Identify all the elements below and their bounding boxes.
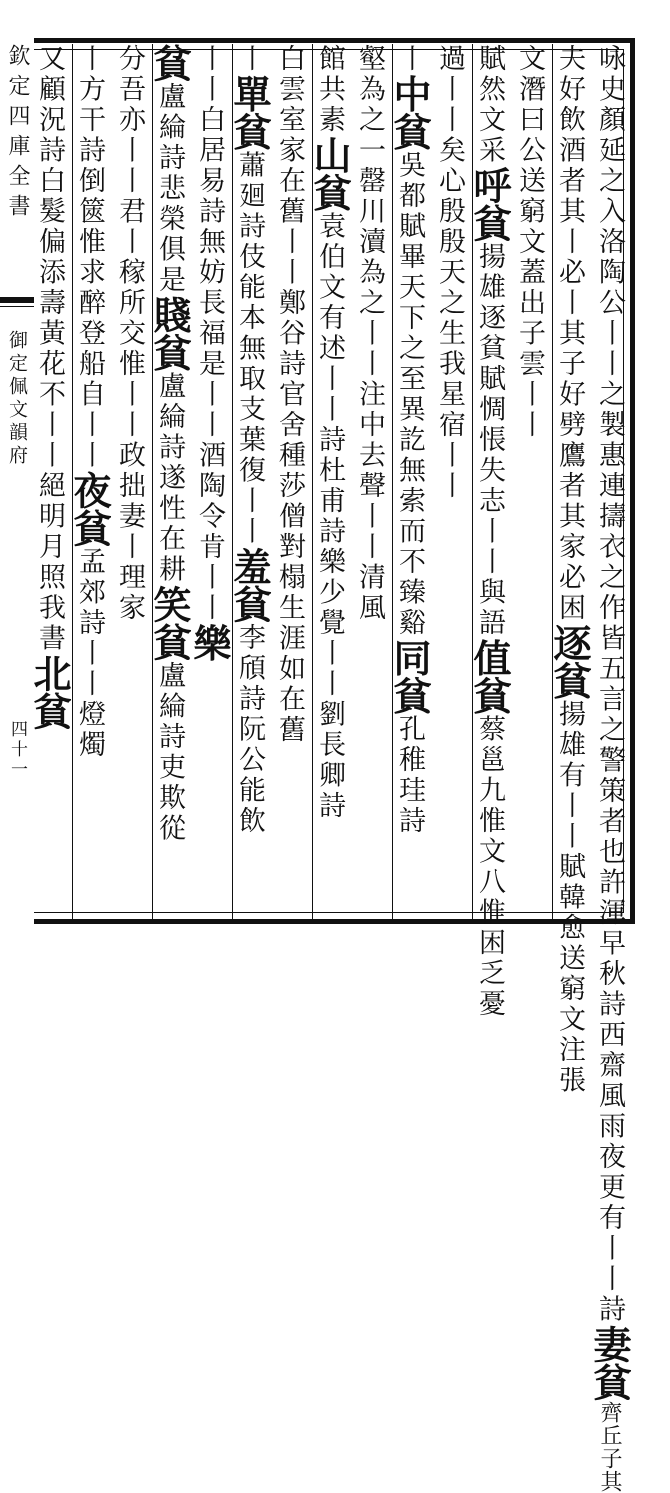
text-run: 咏史顏延之入洛陶公丨丨之製惠連擣衣之作皆五言之警策者也許渾早秋詩西齋風雨夜更有丨丨詩 [594,44,625,1325]
text-run: 吳都賦畢天下之至異訖無索而不臻谿 [394,150,425,639]
headword: 逐貧 [547,623,592,700]
text-run: 盧綸詩悲榮俱是 [154,82,185,296]
text-run: 揚雄有丨丨賦韓愈送窮文注張 [554,699,585,1096]
annotation: 齊丘子其 [597,1401,622,1493]
text-run: 又顧況詩白髮偏添壽黃花不丨丨 [34,44,65,471]
column-rule [232,44,233,920]
text-run: 袁伯文有述丨丨詩杜甫詩樂少覺丨丨劉長卿詩 [314,211,345,822]
headword: 妻貧 [587,1325,632,1401]
book-title: 御定佩文韻府 [6,330,28,468]
text-run: 館共素 [314,44,345,136]
column-rule [152,44,153,920]
text-run: 孔稚珪詩 [394,714,425,837]
headword: 北貧 [27,654,72,730]
text-run: 夫好飲酒者其丨必丨其子好劈鷹者其家必困 [554,44,585,624]
text-column [109,44,149,918]
headword: 貧 [147,44,192,82]
text-column [467,44,512,1020]
headword: 樂 [187,623,232,662]
text-column [387,44,432,918]
text-column [307,44,352,918]
text-run: 丨丨白居易詩無妨長福是丨丨 [194,44,225,441]
text-run: 酒陶令肯丨丨 [194,440,225,624]
text-run: 家在舊丨丨鄭谷詩官舍種莎僧對榻生涯如在舊 [274,135,305,746]
text-run: 心殷殷天之生我星宿丨丨 [434,166,465,502]
text-run: 丨 [234,44,265,75]
text-run: 丨 [394,44,425,75]
text-run: 孟郊詩丨丨燈燭 [74,547,105,761]
column-rule [552,44,553,920]
headword: 中貧 [387,74,432,151]
text-run: 過丨丨矣 [434,44,465,166]
headword: 羞貧 [227,547,272,623]
text-run: 文潛曰公送窮文蓋出子雲丨丨 [514,44,545,441]
column-rule [72,44,73,920]
collection-title: 欽定四庫全書 [5,44,30,224]
text-run: 分吾亦丨丨君丨 [114,44,145,258]
text-column [27,44,72,918]
column-rule [312,44,313,920]
column-rule [392,44,393,920]
text-run: 盧綸詩吏欺從 [154,661,185,844]
text-run: 丨丨清風 [354,501,385,624]
text-run: 白雲室 [274,44,305,136]
text-column [147,44,192,918]
headword: 笑貧 [147,585,192,661]
text-run: 政拙妻丨理家 [114,440,145,624]
column-rule [472,44,473,920]
text-column [547,44,592,1096]
headword: 賤貧 [147,295,192,372]
text-run: 李頎詩阮公能飲 [234,623,265,837]
headword: 呼貧 [467,166,512,242]
text-column [67,44,112,918]
text-run: 賦然文采 [474,44,505,166]
text-column [509,44,549,918]
page-number: 四十一 [7,720,27,780]
text-run: 壑為之一罄川瀆為之丨丨注中去聲 [354,44,385,502]
text-column [349,44,389,918]
headword: 山貧 [307,135,352,212]
text-run: 稼所交惟丨丨 [114,257,145,441]
text-column [587,44,632,1493]
text-run: 絕明月照我書 [34,471,65,654]
text-column [227,44,272,918]
text-run: 蕭廻詩伎能本無取支葉復丨丨 [234,150,265,547]
text-column [187,44,232,918]
headword: 值貧 [467,638,512,715]
headword: 單貧 [227,74,272,151]
text-run: 蔡邕九惟文八惟困乏憂 [474,714,505,1020]
text-column [269,44,309,918]
text-run: 丨方干詩倒篋惟求醉登船自丨丨 [74,44,105,471]
headword: 同貧 [387,638,432,715]
text-column [429,44,469,918]
headword: 夜貧 [67,471,112,547]
text-run: 揚雄逐貧賦惆悵失志丨丨與語 [474,242,505,639]
text-run: 盧綸詩遂性在耕 [154,371,185,585]
